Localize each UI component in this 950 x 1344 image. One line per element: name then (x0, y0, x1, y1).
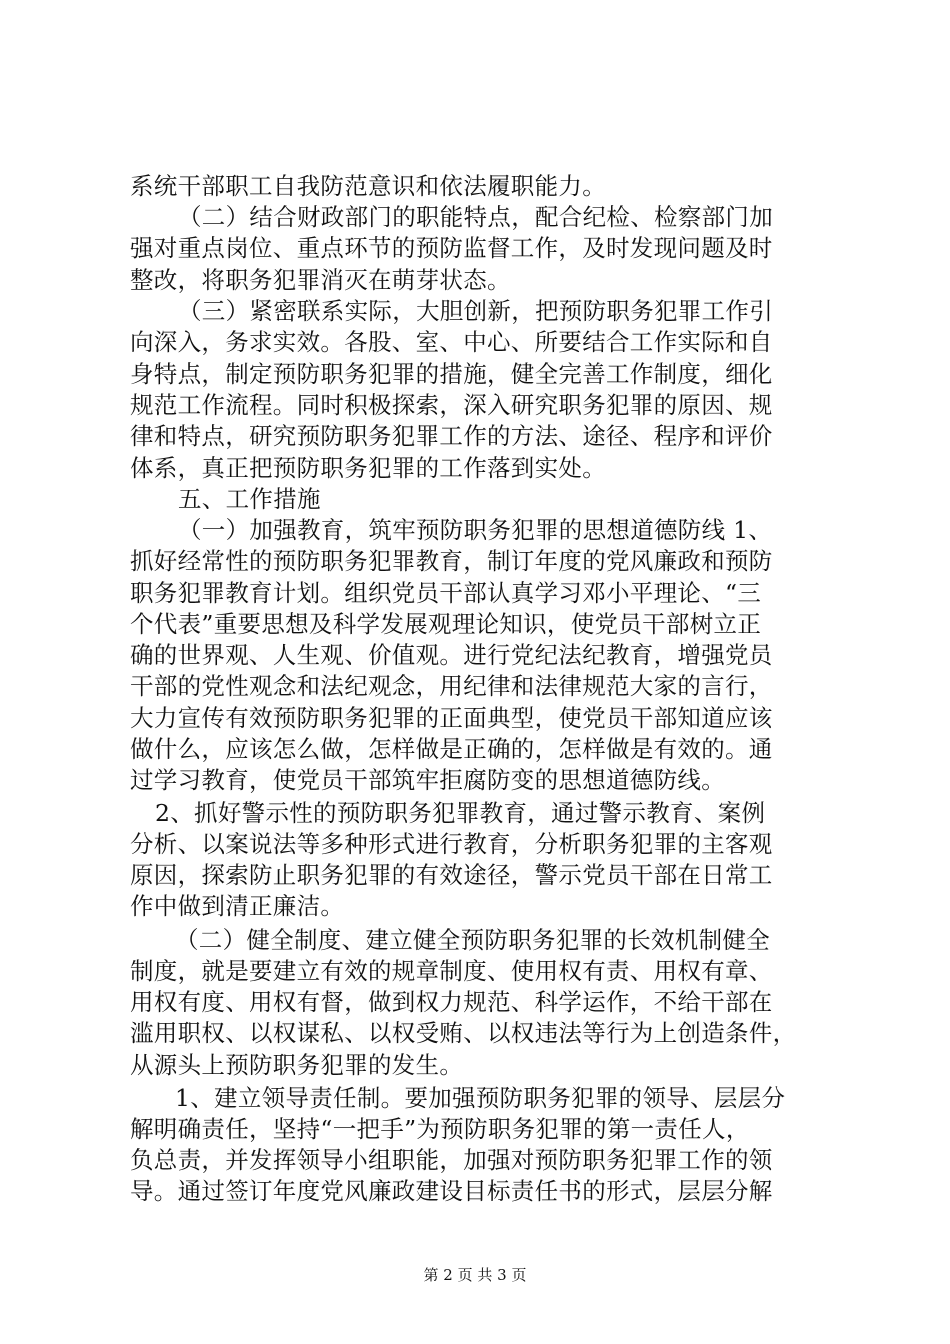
text-line: 确的世界观、人生观、价值观。进行党纪法纪教育，增强党员 (130, 641, 773, 669)
text-line: （二）健全制度、建立健全预防职务犯罪的长效机制健全 (175, 926, 770, 954)
text-line: （一）加强教育，筑牢预防职务犯罪的思想道德防线 1、 (178, 516, 773, 544)
text-line: 干部的党性观念和法纪观念，用纪律和法律规范大家的言行， (130, 672, 773, 700)
text-line: 2、抓好警示性的预防职务犯罪教育，通过警示教育、案例 (155, 799, 766, 827)
text-line: 用权有度、用权有督，做到权力规范、科学运作，不给干部在 (130, 988, 773, 1016)
text-line: 个代表”重要思想及科学发展观理论知识，使党员干部树立正 (130, 610, 762, 638)
text-line: 向深入，务求实效。各股、室、中心、所要结合工作实际和自 (130, 328, 773, 356)
text-line: 从源头上预防职务犯罪的发生。 (130, 1051, 464, 1079)
text-line: 导。通过签订年度党风廉政建设目标责任书的形式，层层分解 (130, 1177, 773, 1205)
text-line: 身特点，制定预防职务犯罪的措施，健全完善工作制度，细化 (130, 360, 773, 388)
text-line: 职务犯罪教育计划。组织党员干部认真学习邓小平理论、“三 (130, 579, 762, 607)
text-line: 规范工作流程。同时积极探索，深入研究职务犯罪的原因、规 (130, 391, 773, 419)
text-line: 原因，探索防止职务犯罪的有效途径，警示党员干部在日常工 (130, 861, 773, 889)
text-line: 体系，真正把预防职务犯罪的工作落到实处。 (130, 454, 606, 482)
text-line: 律和特点，研究预防职务犯罪工作的方法、途径、程序和评价 (130, 422, 773, 450)
text-line: 作中做到清正廉洁。 (130, 892, 345, 920)
text-line: 滥用职权、以权谋私、以权受贿、以权违法等行为上创造条件， (130, 1019, 797, 1047)
text-line: 过学习教育，使党员干部筑牢拒腐防变的思想道德防线。 (130, 766, 725, 794)
text-line: （三）紧密联系实际，大胆创新，把预防职务犯罪工作引 (178, 297, 773, 325)
text-line: 负总责，并发挥领导小组职能，加强对预防职务犯罪工作的领 (130, 1146, 773, 1174)
page-footer: 第 2 页 共 3 页 (423, 1266, 527, 1284)
text-line: 制度，就是要建立有效的规章制度、使用权有责、用权有章、 (130, 957, 773, 985)
text-line: 抓好经常性的预防职务犯罪教育，制订年度的党风廉政和预防 (130, 547, 773, 575)
text-line: （二）结合财政部门的职能特点，配合纪检、检察部门加 (178, 203, 773, 231)
text-line: 系统干部职工自我防范意识和依法履职能力。 (130, 172, 606, 200)
text-line: 整改，将职务犯罪消灭在萌芽状态。 (130, 266, 511, 294)
text-line: 分析、以案说法等多种形式进行教育，分析职务犯罪的主客观 (130, 830, 773, 858)
text-line: 强对重点岗位、重点环节的预防监督工作，及时发现问题及时 (130, 234, 773, 262)
text-line: 做什么，应该怎么做，怎样做是正确的，怎样做是有效的。通 (130, 735, 773, 763)
text-line: 大力宣传有效预防职务犯罪的正面典型，使党员干部知道应该 (130, 704, 773, 732)
section-heading: 五、工作措施 (178, 485, 321, 513)
text-line: 1、建立领导责任制。要加强预防职务犯罪的领导、层层分 (175, 1084, 786, 1112)
text-line: 解明确责任，坚持“一把手”为预防职务犯罪的第一责任人， (130, 1115, 750, 1143)
